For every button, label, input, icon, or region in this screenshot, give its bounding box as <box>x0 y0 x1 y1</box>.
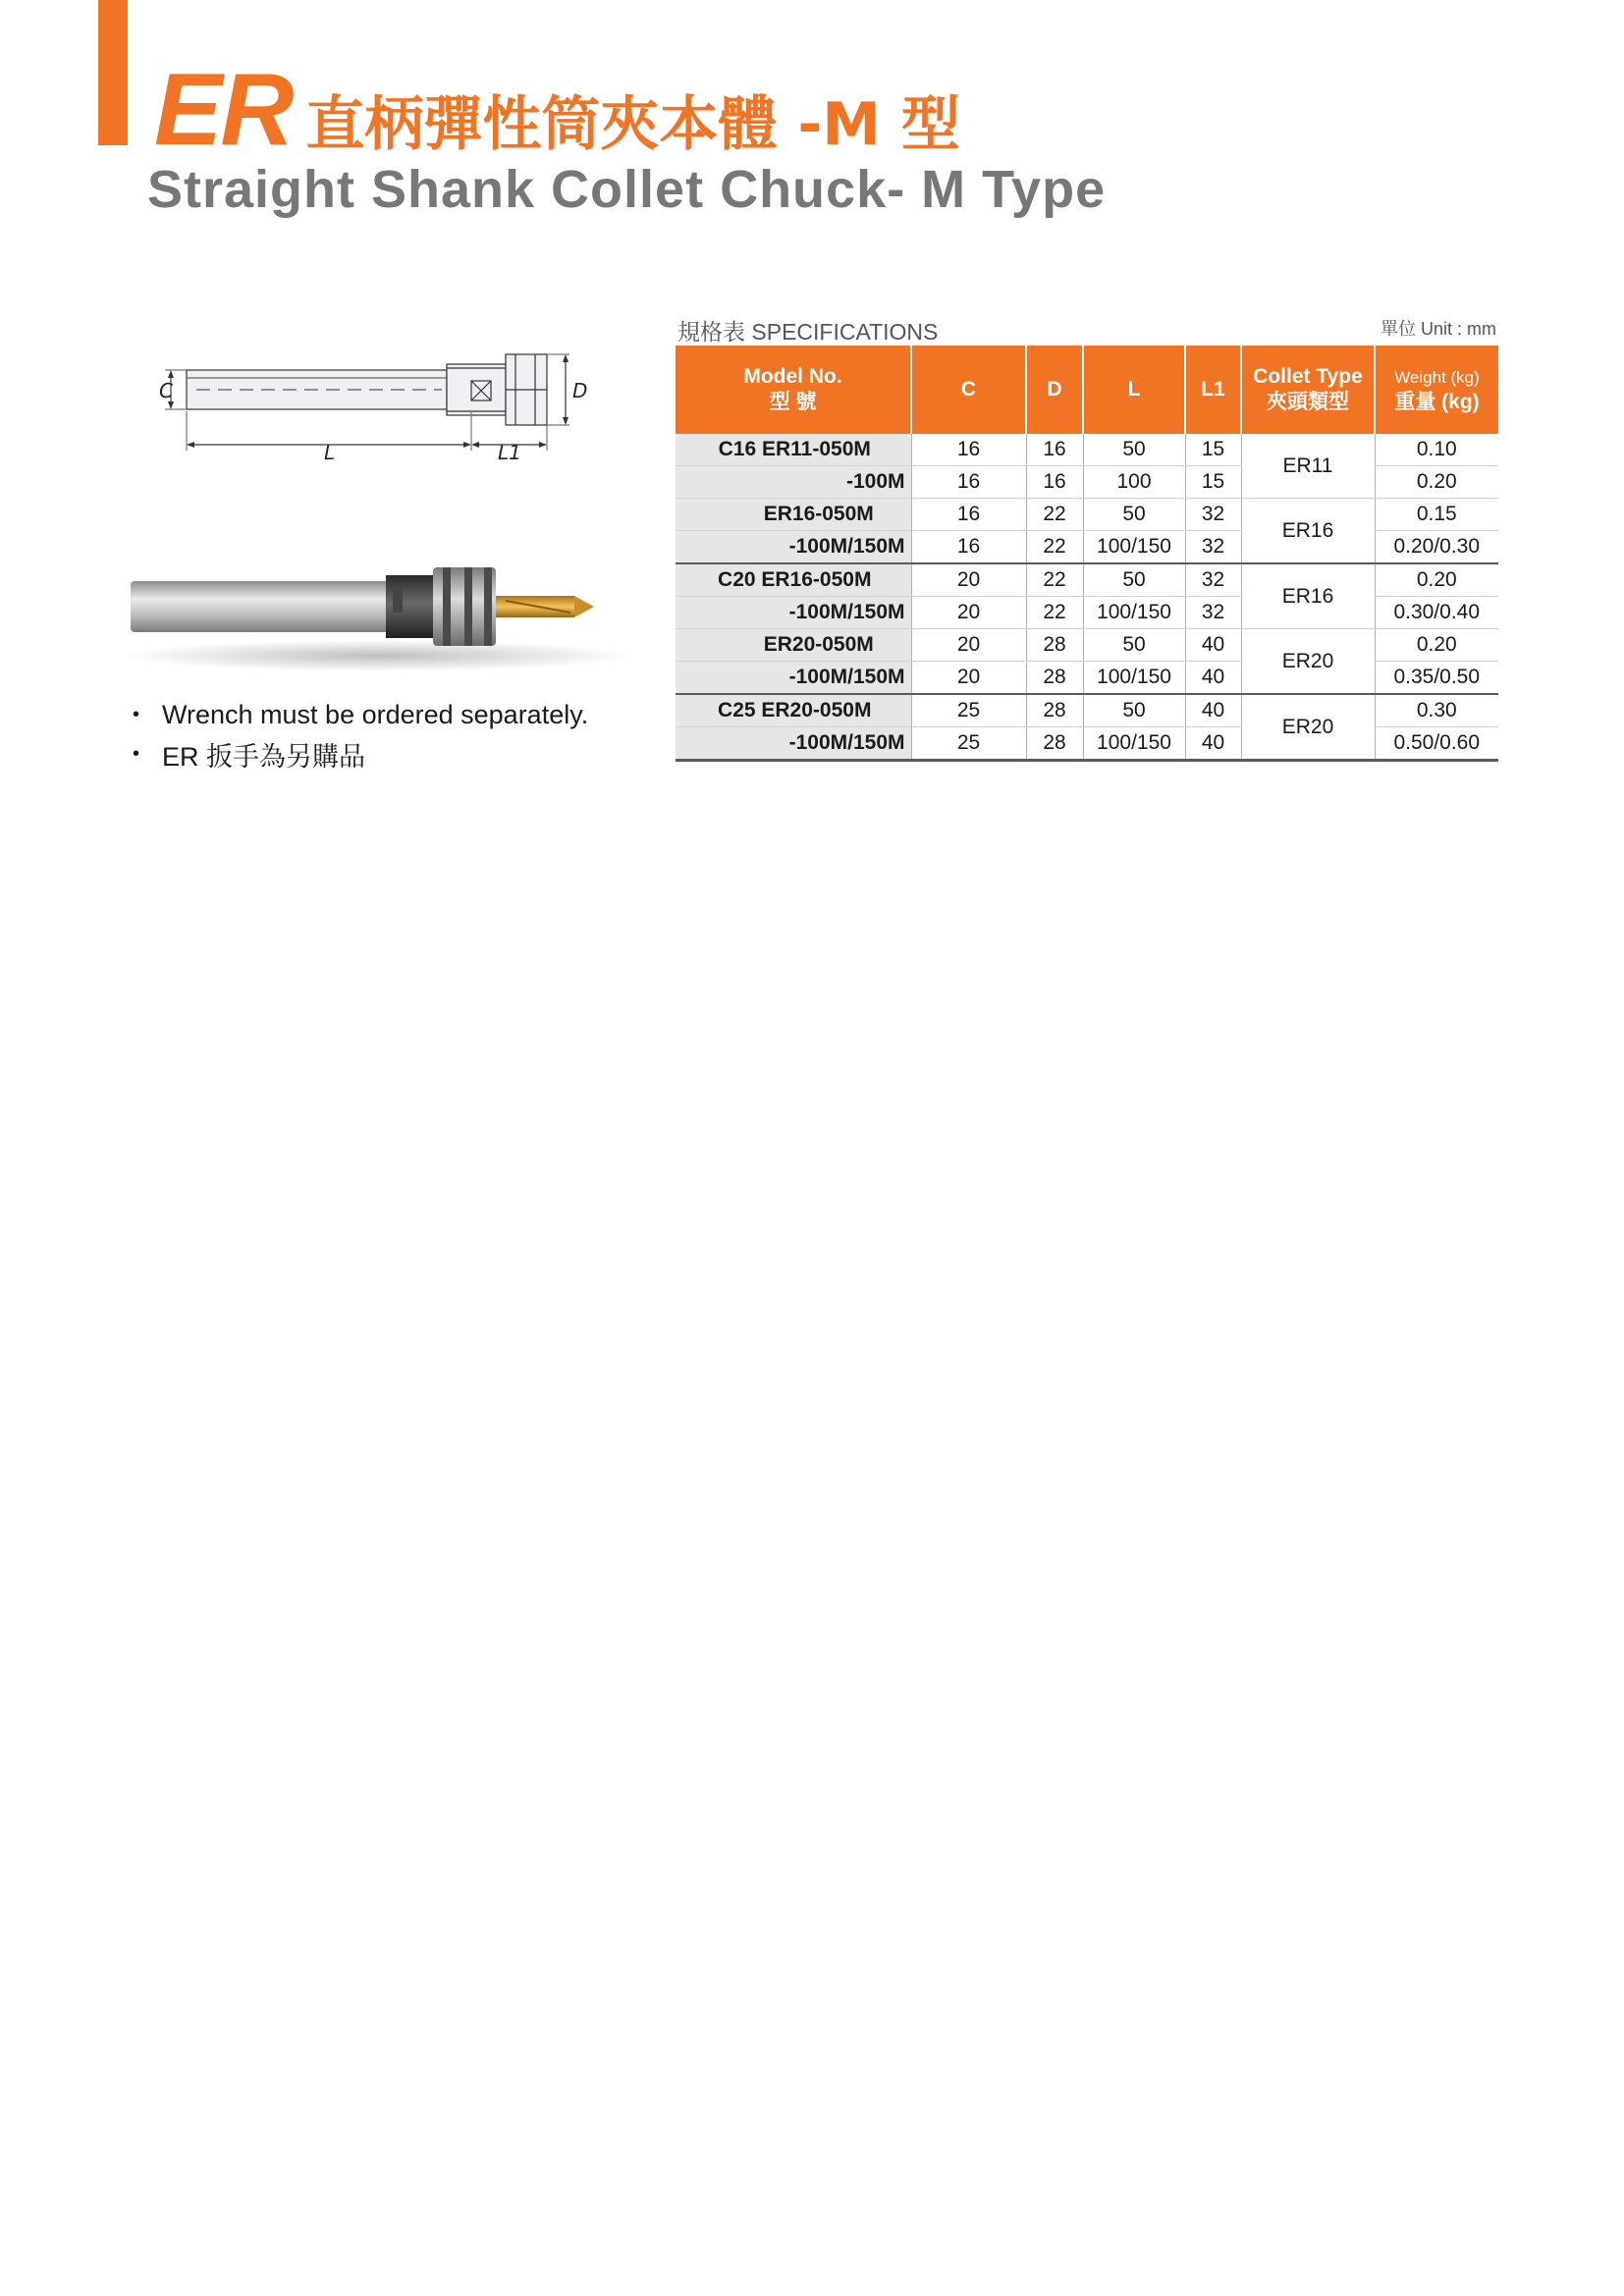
note-item <box>133 734 588 774</box>
cell-weight: 0.15 <box>1375 499 1498 531</box>
cell-model: C25 ER20-050M <box>676 694 911 727</box>
cell-l: 100/150 <box>1083 531 1185 564</box>
unit-label: 單位 Unit : mm <box>1380 319 1496 339</box>
table-row <box>676 727 1498 761</box>
cell-model: -100M/150M <box>676 662 911 695</box>
table-header-row <box>676 346 1498 434</box>
cell-model: ER20-050M <box>676 629 911 662</box>
cell-d: 28 <box>1026 629 1083 662</box>
cell-weight: 0.20 <box>1375 563 1498 597</box>
product-photo <box>113 560 648 682</box>
cell-weight: 0.35/0.50 <box>1375 662 1498 695</box>
cell-collet: ER20 <box>1241 694 1375 761</box>
table-row <box>676 531 1498 564</box>
cell-model: -100M/150M <box>676 727 911 761</box>
header-d: D <box>1026 346 1083 434</box>
table-row <box>676 563 1498 597</box>
cell-c: 25 <box>911 727 1026 761</box>
cell-collet: ER16 <box>1241 563 1375 629</box>
cell-weight: 0.30/0.40 <box>1375 597 1498 629</box>
spec-label: 規格表 SPECIFICATIONS <box>677 319 939 345</box>
header-collet-type: Collet Type 夾頭類型 <box>1241 346 1375 434</box>
table-row <box>676 597 1498 629</box>
table-row <box>676 694 1498 727</box>
cell-l: 50 <box>1083 563 1185 597</box>
chuck-body <box>447 364 506 415</box>
header-l1: L1 <box>1185 346 1241 434</box>
cell-weight: 0.30 <box>1375 694 1498 727</box>
cell-model: ER16-050M <box>676 499 911 531</box>
table-row <box>676 499 1498 531</box>
note-text: Wrench must be ordered separately. <box>162 699 589 729</box>
cell-d: 22 <box>1026 499 1083 531</box>
cell-l1: 40 <box>1185 662 1241 695</box>
cell-model: -100M/150M <box>676 597 911 629</box>
cell-c: 20 <box>911 563 1026 597</box>
dim-d-label: D <box>572 379 588 402</box>
cell-c: 16 <box>911 466 1026 499</box>
table-row <box>676 662 1498 695</box>
spec-header <box>676 310 1498 344</box>
table-row <box>676 629 1498 662</box>
cell-collet: ER11 <box>1241 434 1375 499</box>
cell-model: C16 ER11-050M <box>676 434 911 466</box>
cell-l1: 40 <box>1185 727 1241 761</box>
table-row <box>676 466 1498 499</box>
cell-d: 16 <box>1026 434 1083 466</box>
cell-l1: 32 <box>1185 499 1241 531</box>
cell-collet: ER20 <box>1241 629 1375 695</box>
cell-l: 100/150 <box>1083 662 1185 695</box>
cell-d: 28 <box>1026 694 1083 727</box>
cell-c: 16 <box>911 499 1026 531</box>
cell-c: 25 <box>911 694 1026 727</box>
cell-l1: 32 <box>1185 563 1241 597</box>
cell-model: -100M <box>676 466 911 499</box>
cell-weight: 0.20/0.30 <box>1375 531 1498 564</box>
cell-l1: 15 <box>1185 434 1241 466</box>
cell-c: 20 <box>911 597 1026 629</box>
note-item <box>133 695 588 734</box>
cell-l: 50 <box>1083 629 1185 662</box>
title-chinese: 直柄彈性筒夾本體 -M 型 <box>305 90 960 159</box>
cell-model: -100M/150M <box>676 531 911 564</box>
cell-d: 22 <box>1026 531 1083 564</box>
cell-d: 28 <box>1026 662 1083 695</box>
dim-c-label: C <box>159 379 173 402</box>
dim-l1-label: L1 <box>498 441 521 464</box>
cell-weight: 0.20 <box>1375 466 1498 499</box>
header-l: L <box>1083 346 1185 434</box>
cell-c: 20 <box>911 662 1026 695</box>
cell-l1: 40 <box>1185 629 1241 662</box>
technical-drawing <box>157 348 599 476</box>
cell-d: 22 <box>1026 597 1083 629</box>
cell-l1: 15 <box>1185 466 1241 499</box>
cell-l: 100/150 <box>1083 597 1185 629</box>
cell-weight: 0.10 <box>1375 434 1498 466</box>
cell-l1: 32 <box>1185 531 1241 564</box>
cell-c: 16 <box>911 531 1026 564</box>
cell-weight: 0.50/0.60 <box>1375 727 1498 761</box>
cell-l: 50 <box>1083 434 1185 466</box>
cell-d: 28 <box>1026 727 1083 761</box>
cell-c: 16 <box>911 434 1026 466</box>
header-c: C <box>911 346 1026 434</box>
header-model: Model No. 型 號 <box>676 346 911 434</box>
photo-shank <box>131 581 407 632</box>
page-subtitle: Straight Shank Collet Chuck- M Type <box>147 160 1107 219</box>
header-weight: Weight (kg) 重量 (kg) <box>1375 346 1498 434</box>
cell-model: C20 ER16-050M <box>676 563 911 597</box>
cell-collet: ER16 <box>1241 499 1375 564</box>
note-text: ER 扳手為另購品 <box>162 741 366 772</box>
cell-l1: 40 <box>1185 694 1241 727</box>
accent-bar <box>98 0 128 145</box>
page-title <box>154 53 960 167</box>
bullet-icon: • <box>133 742 140 765</box>
cell-l: 50 <box>1083 694 1185 727</box>
cell-d: 22 <box>1026 563 1083 597</box>
table-row <box>676 434 1498 466</box>
cell-l: 100/150 <box>1083 727 1185 761</box>
spec-table <box>676 346 1498 762</box>
cell-l1: 32 <box>1185 597 1241 629</box>
cell-l: 50 <box>1083 499 1185 531</box>
bullet-icon: • <box>133 703 140 725</box>
cell-d: 16 <box>1026 466 1083 499</box>
dim-l-label: L <box>324 441 336 464</box>
notes <box>133 695 588 774</box>
title-er: ER <box>154 53 293 167</box>
cell-c: 20 <box>911 629 1026 662</box>
cell-l: 100 <box>1083 466 1185 499</box>
cell-weight: 0.20 <box>1375 629 1498 662</box>
